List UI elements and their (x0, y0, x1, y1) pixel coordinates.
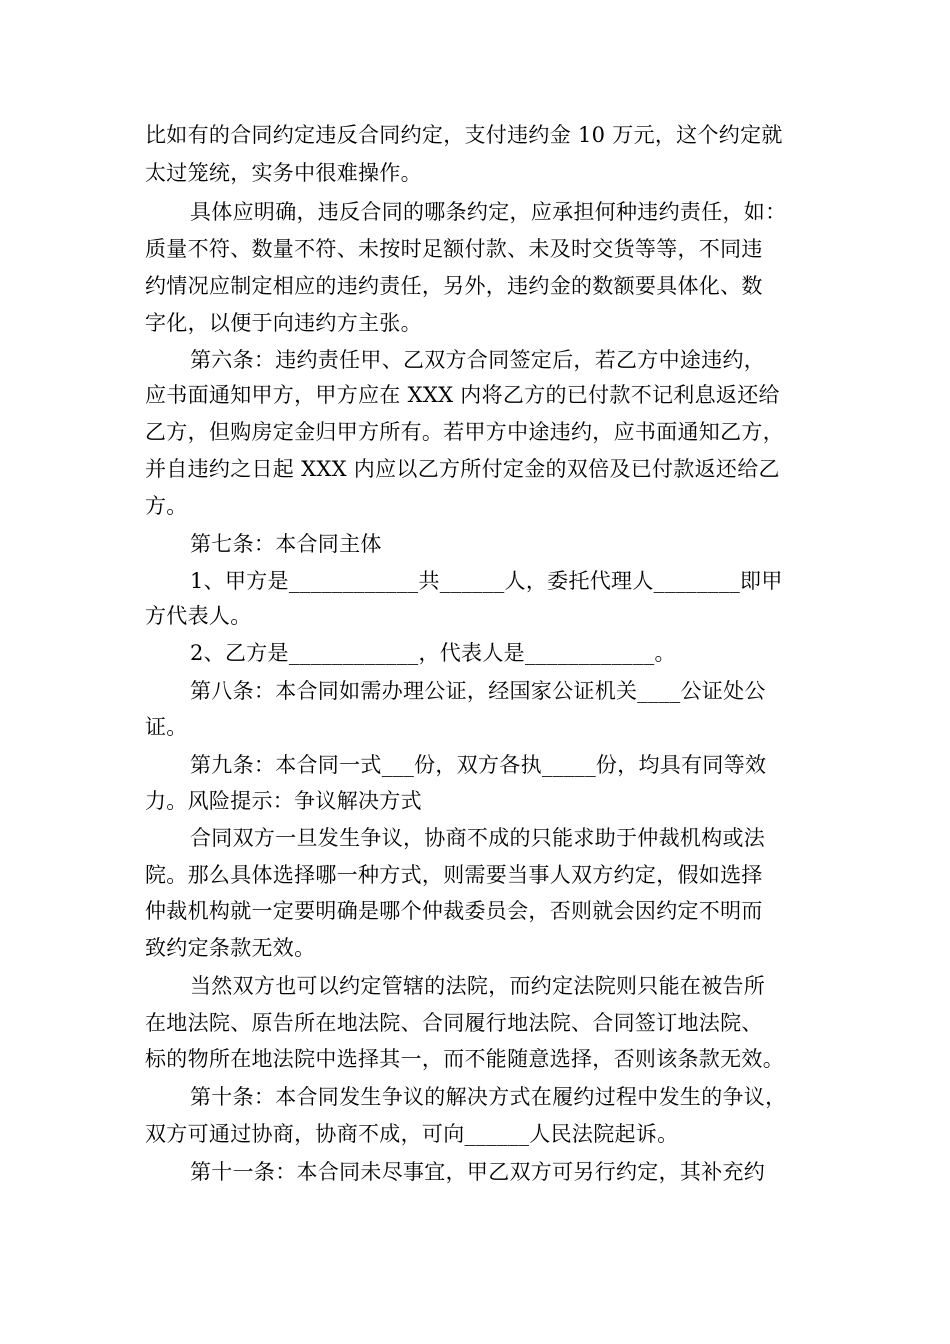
text-line: 方。 (145, 494, 188, 518)
text-line: 太过笼统，实务中很难操作。 (145, 161, 422, 185)
text-line: 标的物所在地法院中选择其一，而不能随意选择，否则该条款无效。 (145, 1047, 784, 1071)
text-line: 双方可通过协商，协商不成，可向______人民法院起诉。 (145, 1122, 679, 1146)
text-line: 致约定条款无效。 (145, 936, 316, 960)
text-line: 第八条：本合同如需办理公证，经国家公证机关____公证处公 (190, 679, 766, 703)
text-line: 乙方，但购房定金归甲方所有。若甲方中途违约，应书面通知乙方， (145, 420, 784, 444)
text-line: 第九条：本合同一式___份，双方各执_____份，均具有同等效 (190, 753, 767, 777)
text-line: 第六条：违约责任甲、乙双方合同签定后，若乙方中途违约， (190, 348, 766, 372)
text-line: 约情况应制定相应的违约责任，另外，违约金的数额要具体化、数 (145, 274, 763, 298)
text-line: 2、乙方是____________，代表人是____________。 (190, 641, 676, 665)
section-heading: 第七条：本合同主体 (190, 532, 382, 556)
text-line: 院。那么具体选择哪一种方式，则需要当事人双方约定，假如选择 (145, 863, 763, 887)
text-line: 方代表人。 (145, 604, 252, 628)
text-line: 证。 (145, 715, 188, 739)
text-line: 在地法院、原告所在地法院、合同履行地法院、合同签订地法院、 (145, 1011, 763, 1035)
text-line: 仲裁机构就一定要明确是哪个仲裁委员会，否则就会因约定不明而 (145, 899, 763, 923)
text-line: 比如有的合同约定违反合同约定，支付违约金 10 万元，这个约定就 (145, 123, 783, 147)
text-line: 并自违约之日起 XXX 内应以乙方所付定金的双倍及已付款返还给乙 (145, 457, 780, 481)
text-line: 字化，以便于向违约方主张。 (145, 311, 422, 335)
text-line: 合同双方一旦发生争议，协商不成的只能求助于仲裁机构或法 (190, 826, 766, 850)
text-line: 第十条：本合同发生争议的解决方式在履约过程中发生的争议， (190, 1085, 787, 1109)
text-line: 具体应明确，违反合同的哪条约定，应承担何种违约责任，如： (190, 200, 787, 224)
text-line: 1、甲方是____________共______人，委托代理人________即甲 (190, 569, 783, 593)
text-line: 力。风险提示：争议解决方式 (145, 789, 422, 813)
text-line: 第十一条：本合同未尽事宜，甲乙双方可另行约定，其补充约 (190, 1160, 766, 1184)
text-line: 当然双方也可以约定管辖的法院，而约定法院则只能在被告所 (190, 974, 766, 998)
text-line: 应书面通知甲方，甲方应在 XXX 内将乙方的已付款不记利息返还给 (145, 383, 780, 407)
text-line: 质量不符、数量不符、未按时足额付款、未及时交货等等，不同违 (145, 237, 763, 261)
